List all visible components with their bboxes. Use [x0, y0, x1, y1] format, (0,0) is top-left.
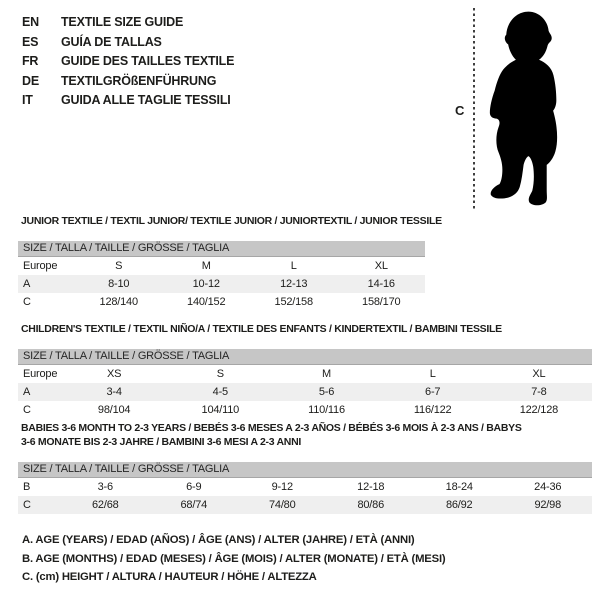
- size-cell: 68/74: [180, 499, 208, 511]
- size-cell: 3-4: [106, 386, 122, 398]
- language-code: FR: [22, 54, 39, 68]
- language-row: [22, 13, 234, 33]
- language-title: GUIDE DES TAILLES TEXTILE: [61, 54, 235, 68]
- size-cell: 104/110: [201, 404, 240, 416]
- size-cell: 6-7: [425, 386, 441, 398]
- size-cell: 7-8: [531, 386, 547, 398]
- size-cell: 5-6: [318, 386, 335, 398]
- size-cell: XL: [532, 368, 546, 380]
- section-babies: [18, 421, 592, 514]
- table-row: [18, 293, 425, 311]
- language-title: GUIDA ALLE TAGLIE TESSILI: [61, 93, 231, 107]
- row-label: C: [23, 404, 31, 416]
- size-cell: 24-36: [534, 481, 562, 493]
- size-table-children: [18, 365, 592, 419]
- size-cell: 14-16: [367, 278, 395, 290]
- language-title: TEXTILE SIZE GUIDE: [61, 15, 184, 29]
- section-title: BABIES 3-6 MONTH TO 2-3 YEARS / BEBÉS 3-6 MESES A 2-3 AÑOS / BÉBÉS 3-6 MOIS À 2-3 ANS / BABYS 3-6 MONATE BIS 2-3 JAHRE / BAMBINI 3-6 MESI A 2-3 ANNI: [21, 422, 522, 448]
- table-row: [18, 478, 592, 496]
- row-label: A: [23, 386, 31, 398]
- size-header-bar: SIZE / TALLA / TAILLE / GRÖSSE / TAGLIA: [18, 462, 592, 478]
- size-cell: 116/122: [413, 404, 452, 416]
- size-cell: 18-24: [445, 481, 473, 493]
- language-row: [22, 33, 234, 53]
- language-title: TEXTILGRÖßENFÜHRUNG: [61, 73, 217, 88]
- size-cell: 3-6: [97, 481, 113, 493]
- size-cell: 12-13: [280, 278, 308, 290]
- size-cell: 98/104: [97, 404, 131, 416]
- size-cell: 12-18: [357, 481, 385, 493]
- footnote-line: A. AGE (YEARS) / EDAD (AÑOS) / ÂGE (ANS) / ALTER (JAHRE) / ETÀ (ANNI): [22, 534, 415, 546]
- size-cell: XS: [107, 368, 122, 380]
- table-row: [18, 496, 592, 514]
- size-cell: 140/152: [187, 296, 226, 308]
- language-row: [22, 52, 234, 72]
- row-label: C: [23, 296, 31, 308]
- row-label: B: [23, 481, 31, 493]
- language-code: DE: [22, 73, 39, 88]
- size-table-junior: [18, 257, 425, 311]
- size-cell: 10-12: [192, 278, 220, 290]
- size-cell: S: [115, 260, 123, 272]
- language-code: IT: [22, 93, 33, 107]
- table-row: [18, 365, 592, 383]
- language-code: ES: [22, 34, 39, 49]
- height-dashed-line: [473, 8, 475, 209]
- footnote-line: C. (cm) HEIGHT / ALTURA / HAUTEUR / HÖHE / ALTEZZA: [22, 571, 317, 583]
- footnote-line: B. AGE (MONTHS) / EDAD (MESES) / ÂGE (MOIS) / ALTER (MONATE) / ETÀ (MESI): [22, 552, 446, 565]
- size-cell: 122/128: [519, 404, 559, 416]
- size-cell: 4-5: [212, 386, 228, 398]
- language-row: [22, 91, 234, 111]
- size-cell: M: [201, 260, 211, 272]
- size-cell: 6-9: [186, 481, 202, 493]
- size-cell: S: [216, 368, 224, 380]
- size-cell: 128/140: [99, 296, 138, 308]
- size-cell: 80/86: [357, 499, 384, 511]
- table-row: [18, 275, 425, 293]
- language-title: GUÍA DE TALLAS: [61, 34, 162, 49]
- row-label: C: [23, 499, 31, 511]
- row-label: Europe: [23, 368, 58, 380]
- language-code: EN: [22, 15, 39, 29]
- size-cell: 74/80: [268, 499, 296, 511]
- toddler-silhouette-icon: [486, 2, 592, 212]
- size-cell: 152/158: [274, 296, 313, 308]
- height-label-c: C: [455, 103, 465, 118]
- size-cell: L: [290, 260, 297, 272]
- section-title: CHILDREN'S TEXTILE / TEXTIL NIÑO/A / TEXTILE DES ENFANTS / KINDERTEXTIL / BAMBINI TESSILE: [21, 323, 502, 335]
- section-junior: [18, 214, 442, 311]
- row-label: Europe: [23, 260, 58, 272]
- size-table-babies: [18, 478, 592, 514]
- footnotes: [22, 531, 445, 587]
- size-header-bar: SIZE / TALLA / TAILLE / GRÖSSE / TAGLIA: [18, 241, 425, 257]
- language-row: [22, 72, 234, 92]
- size-cell: 8-10: [108, 278, 130, 290]
- size-cell: M: [322, 368, 331, 380]
- row-label: A: [23, 278, 31, 290]
- size-figure: [445, 0, 600, 216]
- table-row: [18, 401, 592, 419]
- size-cell: 62/68: [92, 499, 119, 511]
- size-cell: L: [429, 368, 436, 380]
- size-cell: 86/92: [445, 499, 473, 511]
- section-title: JUNIOR TEXTILE / TEXTIL JUNIOR/ TEXTILE JUNIOR / JUNIORTEXTIL / JUNIOR TESSILE: [21, 215, 442, 227]
- size-cell: 9-12: [271, 481, 293, 493]
- table-row: [18, 383, 592, 401]
- language-list: [22, 13, 234, 111]
- size-header-bar: SIZE / TALLA / TAILLE / GRÖSSE / TAGLIA: [18, 349, 592, 365]
- size-cell: XL: [374, 260, 388, 272]
- section-children: [18, 322, 592, 419]
- size-cell: 158/170: [362, 296, 401, 308]
- size-cell: 92/98: [534, 499, 561, 511]
- size-cell: 110/116: [308, 404, 345, 416]
- table-row: [18, 257, 425, 275]
